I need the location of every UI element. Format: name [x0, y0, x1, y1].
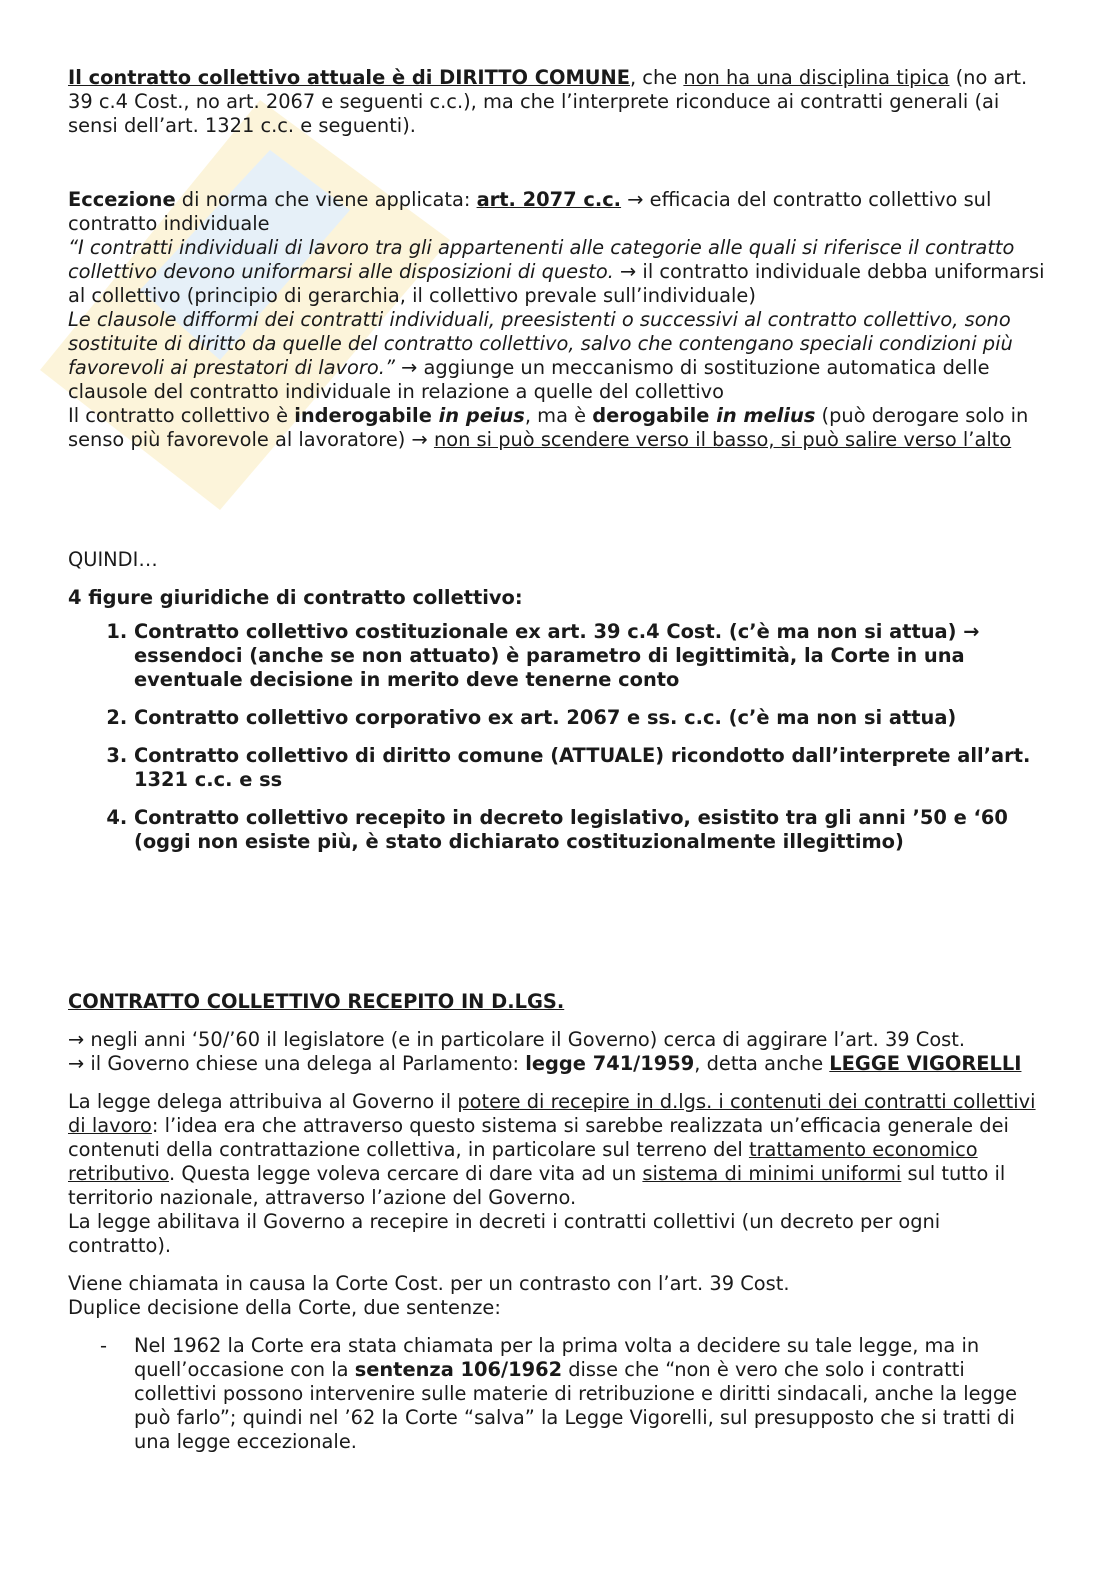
quindi-label: QUINDI…: [68, 548, 158, 571]
document-page: [68, 66, 1048, 1454]
section-title-dlgs: CONTRATTO COLLETTIVO RECEPITO IN D.LGS.: [68, 990, 565, 1013]
figure-list: [68, 620, 1048, 854]
paragraph-abilitazione: La legge abilitava il Governo a recepire in decreti i contratti collettivi (un decreto per ogni contratto).: [68, 1210, 941, 1257]
sentenza-106-1962: sentenza 106/1962: [354, 1358, 563, 1381]
paragraph-derogabilita: Il contratto collettivo è inderogabile in peius, ma è derogabile in melius (può derogare solo in senso più favorevole al lavoratore) → non si può scendere verso il basso, si può salire verso l’alto: [68, 404, 1029, 451]
list-item: 2. Contratto collettivo corporativo ex art. 2067 e ss. c.c. (c’è ma non si attua): [134, 706, 1048, 730]
list-item: 3. Contratto collettivo di diritto comune (ATTUALE) ricondotto dall’interprete all’art. 1321 c.c. e ss: [134, 744, 1048, 792]
paragraph-legge-delega: La legge delega attribuiva al Governo il potere di recepire in d.lgs. i contenuti dei contratti collettivi di lavoro: l’idea era che attraverso questo sistema si sarebbe realizzata un’efficacia generale dei contenuti della contrattazione collettiva, in particolare sul terreno del trattamento economico retributivo. Questa legge voleva cercare di dare vita ad un sistema di minimi uniformi sul tutto il territorio nazionale, attraverso l’azione del Governo.: [68, 1090, 1036, 1209]
list-item: 4. Contratto collettivo recepito in decreto legislativo, esistito tra gli anni ’50 e ‘60 (oggi non esiste più, è stato dichiarato costituzionalmente illegittimo): [134, 806, 1048, 854]
sentenze-list: [68, 1334, 1048, 1454]
legge-741-1959: legge 741/1959: [525, 1052, 695, 1075]
quote-first-clause: “I contratti individuali di lavoro tra gli appartenenti alle categorie alle quali si riferisce il contratto collettivo devono uniformarsi alle disposizioni di questo. → il contratto individuale debba uniformarsi al collettivo (principio di gerarchia, il collettivo prevale sull’individuale): [68, 236, 1045, 307]
legge-vigorelli: LEGGE VIGORELLI: [829, 1052, 1022, 1075]
no-disciplina-tipica: non ha una disciplina tipica: [683, 66, 950, 89]
art-2077-reference: art. 2077 c.c.: [476, 188, 622, 211]
line-delega: → il Governo chiese una delega al Parlamento: legge 741/1959, detta anche LEGGE VIGORELLI: [68, 1052, 1022, 1075]
paragraph-diritto-comune: Il contratto collettivo attuale è di DIRITTO COMUNE, che non ha una disciplina tipica (no art. 39 c.4 Cost., no art. 2067 e seguenti c.c.), ma che l’interprete riconduce ai contratti generali (ai sensi dell’art. 1321 c.c. e seguenti).: [68, 66, 1028, 137]
paragraph-eccezione: Eccezione di norma che viene applicata: art. 2077 c.c. → efficacia del contratto collettivo sul contratto individuale: [68, 188, 992, 235]
list-item: - Nel 1962 la Corte era stata chiamata per la prima volta a decidere su tale legge, ma in quell’occasione con la sentenza 106/1962 disse che “non è vero che solo i contratti collettivi possono intervenire sulle materie di retribuzione e diritti sindacali, anche la legge può farlo”; quindi nel ’62 la Corte “salva” la Legge Vigorelli, sul presupposto che si tratti di una legge eccezionale.: [134, 1334, 1048, 1454]
paragraph-duplice-decisione: Duplice decisione della Corte, due sentenze:: [68, 1296, 501, 1319]
figure-heading: 4 figure giuridiche di contratto collettivo:: [68, 586, 523, 609]
line-anni-50-60: → negli anni ‘50/’60 il legislatore (e in particolare il Governo) cerca di aggirare l’art. 39 Cost.: [68, 1028, 966, 1051]
quote-second-clause: Le clausole difformi dei contratti individuali, preesistenti o successivi al contratto collettivo, sono sostituite di diritto da quelle del contratto collettivo, salvo che contengano speciali condizioni più favorevoli ai prestatori di lavoro.” → aggiunge un meccanismo di sostituzione automatica delle clausole del contratto individuale in relazione a quelle del collettivo: [68, 308, 1013, 403]
paragraph-corte-cost: Viene chiamata in causa la Corte Cost. per un contrasto con l’art. 39 Cost.: [68, 1272, 790, 1295]
diritto-comune-heading: Il contratto collettivo attuale è di DIRITTO COMUNE: [68, 66, 630, 89]
list-item: 1. Contratto collettivo costituzionale ex art. 39 c.4 Cost. (c’è ma non si attua) → essendoci (anche se non attuato) è parametro di legittimità, la Corte in una eventuale decisione in merito deve tenerne conto: [134, 620, 1048, 692]
